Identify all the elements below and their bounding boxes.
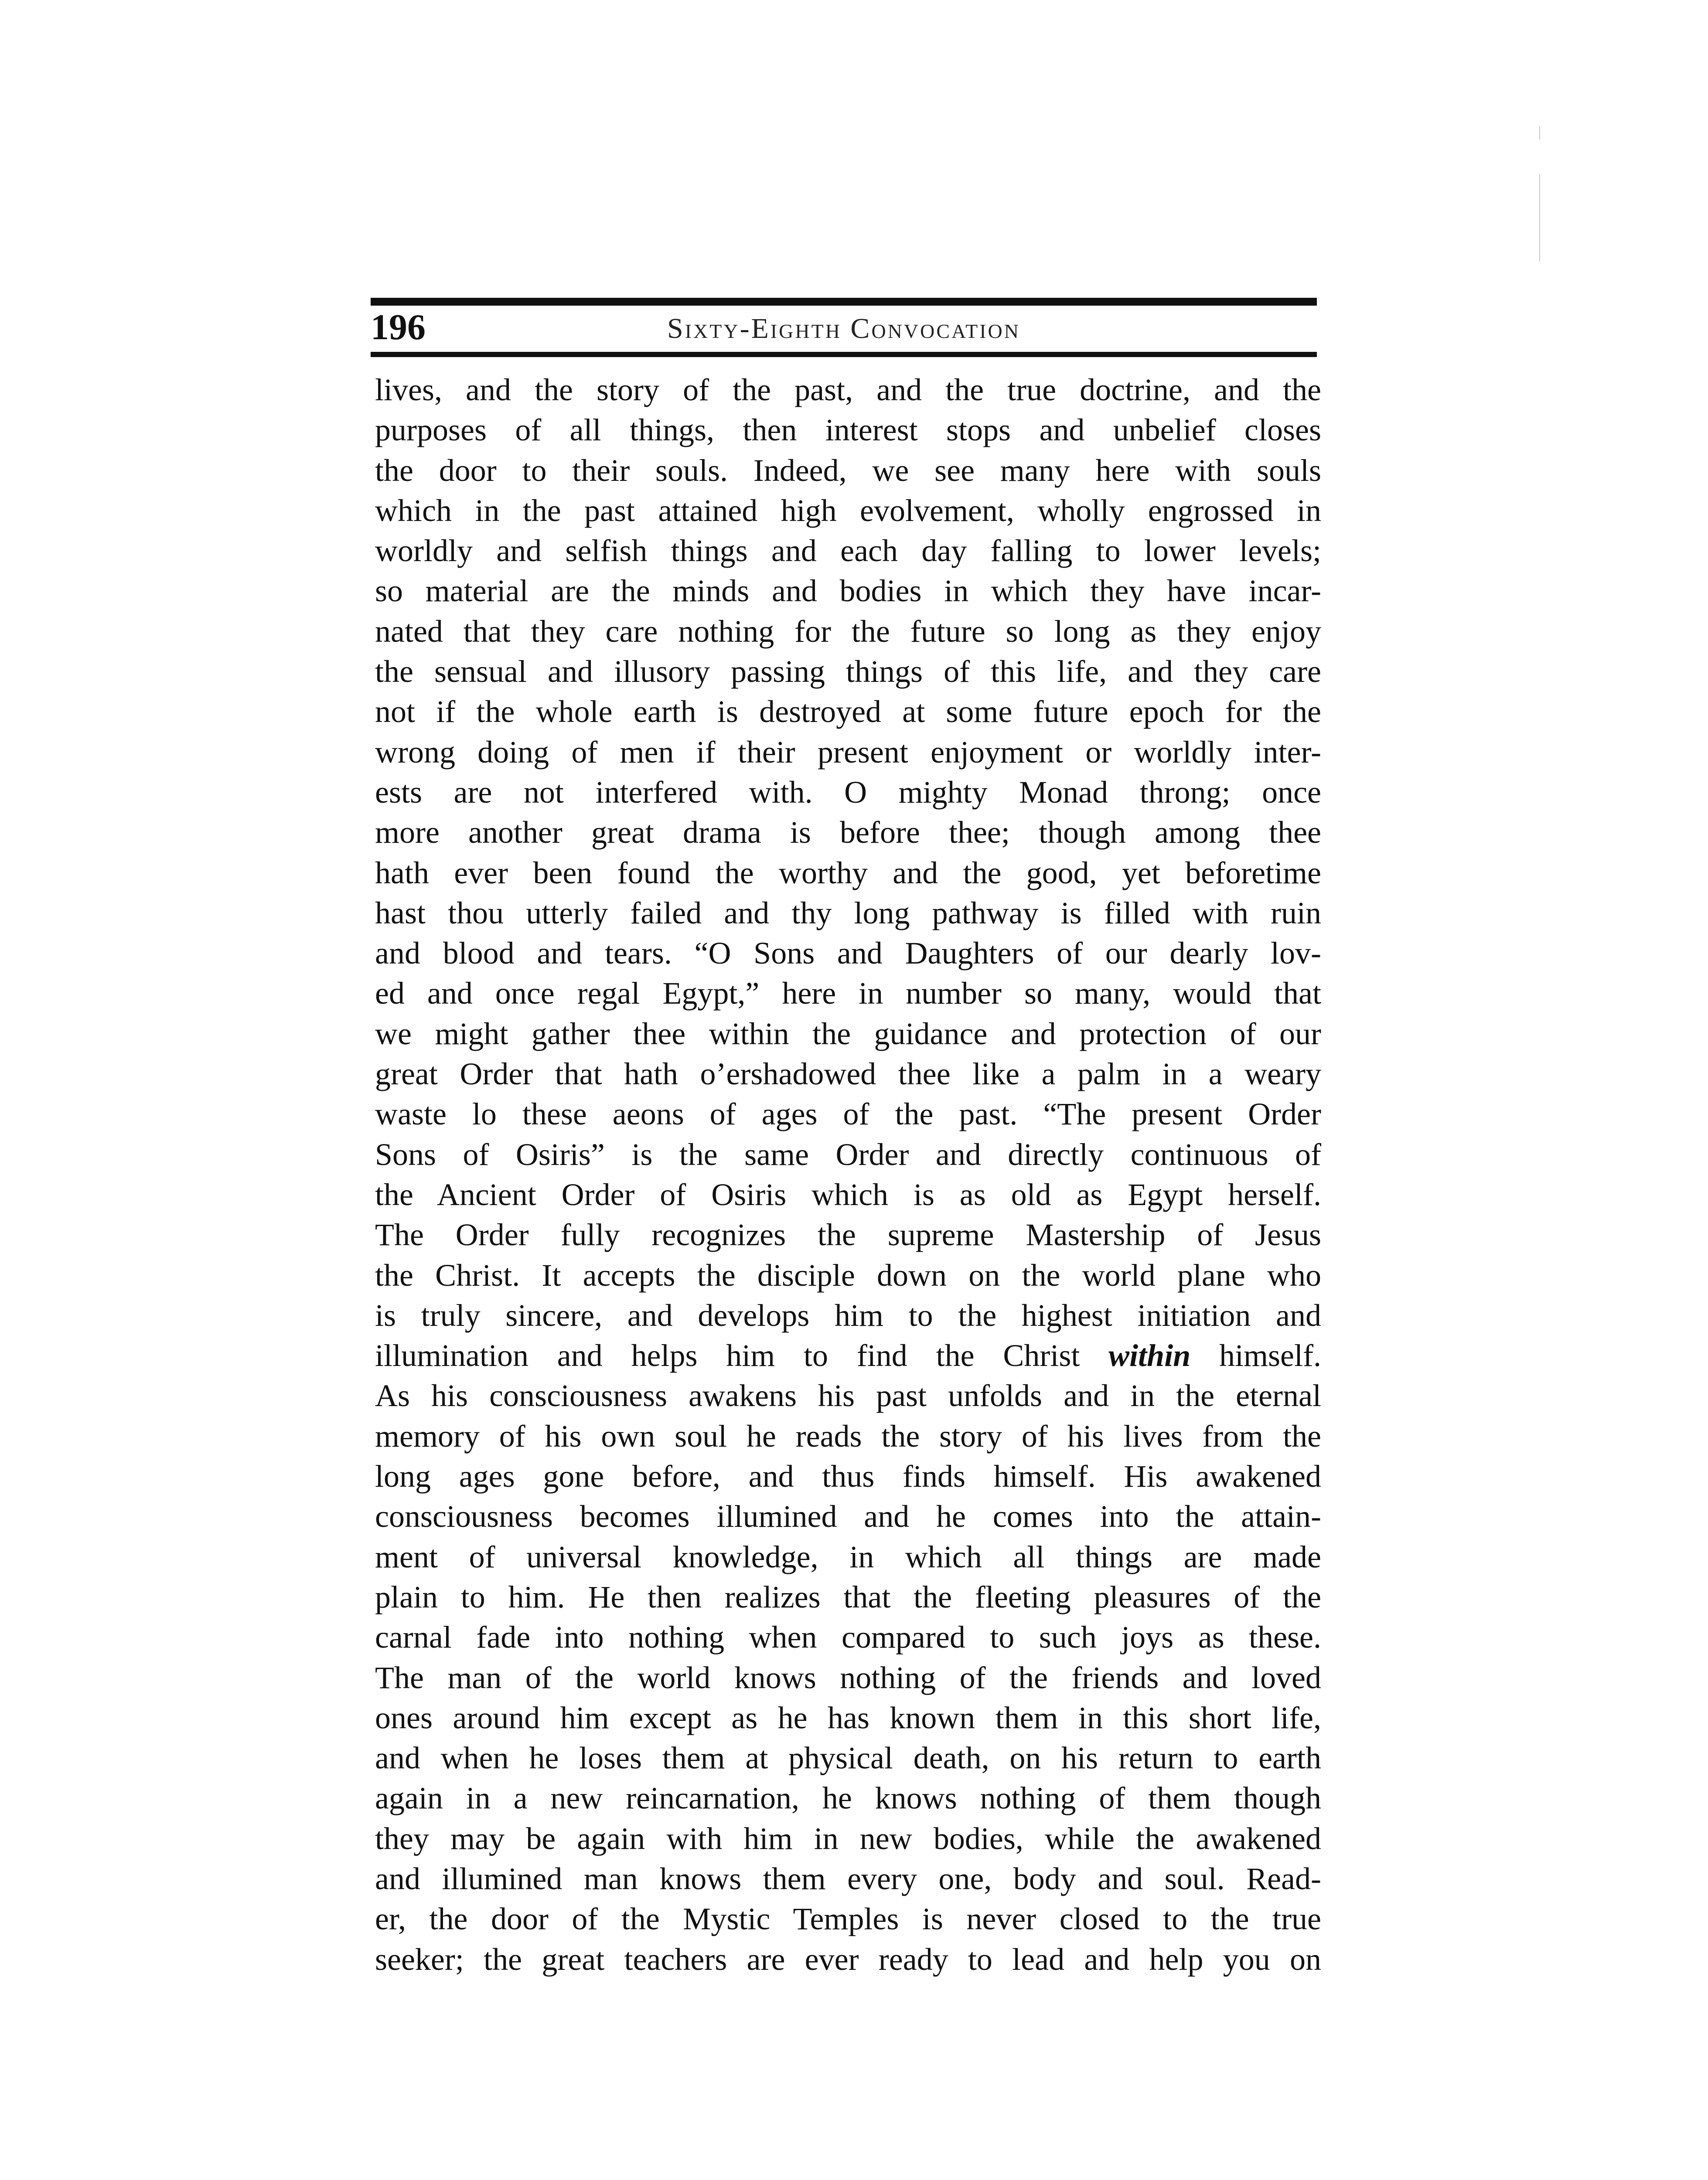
text-line: [375, 1335, 1321, 1376]
text-line: Sons of Osiris” is the same Order and directly continuous of: [375, 1137, 1321, 1172]
text-line: again in a new reincarnation, he knows nothing of them though: [375, 1781, 1321, 1816]
text-line: memory of his own soul he reads the story of his lives from the: [375, 1418, 1321, 1454]
text-line: and illumined man knows them every one, body and soul. Read-: [375, 1861, 1321, 1896]
header-rule-bottom: [371, 352, 1317, 357]
margin-scan-mark: [1539, 126, 1540, 140]
text-line: which in the past attained high evolvement, wholly engrossed in: [375, 493, 1321, 528]
text-line: the Christ. It accepts the disciple down on the world plane who: [375, 1257, 1321, 1293]
text-line: consciousness becomes illumined and he comes into the attain-: [375, 1499, 1321, 1534]
text-line: plain to him. He then realizes that the fleeting pleasures of the: [375, 1579, 1321, 1615]
text-line: carnal fade into nothing when compared to such joys as these.: [375, 1620, 1321, 1655]
text-line: lives, and the story of the past, and the true doctrine, and the: [375, 372, 1321, 407]
text-line: long ages gone before, and thus finds himself. His awakened: [375, 1459, 1321, 1494]
text-line: more another great drama is before thee; though among thee: [375, 815, 1321, 850]
text-line: hath ever been found the worthy and the good, yet beforetime: [375, 855, 1321, 890]
text-line: we might gather thee within the guidance and protection of our: [375, 1016, 1321, 1051]
header-rule-top: [371, 298, 1317, 306]
text-line: the door to their souls. Indeed, we see many here with souls: [375, 453, 1321, 488]
text-line: seeker; the great teachers are ever ready to lead and help you on: [375, 1942, 1321, 1977]
emphasized-word: within: [1108, 1338, 1191, 1373]
text-line: ment of universal knowledge, in which all things are made: [375, 1539, 1321, 1574]
text-line: not if the whole earth is destroyed at some future epoch for the: [375, 694, 1321, 729]
text-line: wrong doing of men if their present enjoyment or worldly inter-: [375, 734, 1321, 770]
text-line: the sensual and illusory passing things of this life, and they care: [375, 654, 1321, 689]
text-line: The man of the world knows nothing of the friends and loved: [375, 1660, 1321, 1695]
text-run: illumination and helps him to find the Christ: [375, 1338, 1109, 1373]
text-line: hast thou utterly failed and thy long pathway is filled with ruin: [375, 895, 1321, 930]
text-line: great Order that hath o’ershadowed thee like a palm in a weary: [375, 1056, 1321, 1092]
text-run: himself.: [1190, 1338, 1321, 1373]
text-line: purposes of all things, then interest stops and unbelief closes: [375, 412, 1321, 448]
text-line: er, the door of the Mystic Temples is never closed to the true: [375, 1901, 1321, 1937]
text-line: they may be again with him in new bodies, while the awakened: [375, 1821, 1321, 1856]
text-line: The Order fully recognizes the supreme Mastership of Jesus: [375, 1217, 1321, 1253]
text-line: As his consciousness awakens his past unfolds and in the eternal: [375, 1378, 1321, 1414]
page-number: 196: [371, 307, 426, 347]
text-line: and blood and tears. “O Sons and Daughters of our dearly lov-: [375, 936, 1321, 971]
text-line: ones around him except as he has known them in this short life,: [375, 1700, 1321, 1735]
text-line: ed and once regal Egypt,” here in number so many, would that: [375, 976, 1321, 1011]
text-line: the Ancient Order of Osiris which is as old as Egypt herself.: [375, 1177, 1321, 1212]
text-line: nated that they care nothing for the future so long as they enjoy: [375, 613, 1321, 649]
text-line: and when he loses them at physical death, on his return to earth: [375, 1741, 1321, 1776]
text-line: waste lo these aeons of ages of the past. “The present Order: [375, 1097, 1321, 1132]
running-header: [371, 298, 1317, 363]
margin-scan-mark: [1539, 174, 1540, 262]
text-line: is truly sincere, and develops him to the highest initiation and: [375, 1298, 1321, 1333]
body-text: [375, 370, 1321, 1979]
text-line: worldly and selfish things and each day falling to lower levels;: [375, 533, 1321, 569]
text-line: so material are the minds and bodies in which they have incar-: [375, 573, 1321, 609]
running-title: Sixty-Eighth Convocation: [667, 313, 1020, 344]
text-line: ests are not interfered with. O mighty Monad throng; once: [375, 774, 1321, 810]
